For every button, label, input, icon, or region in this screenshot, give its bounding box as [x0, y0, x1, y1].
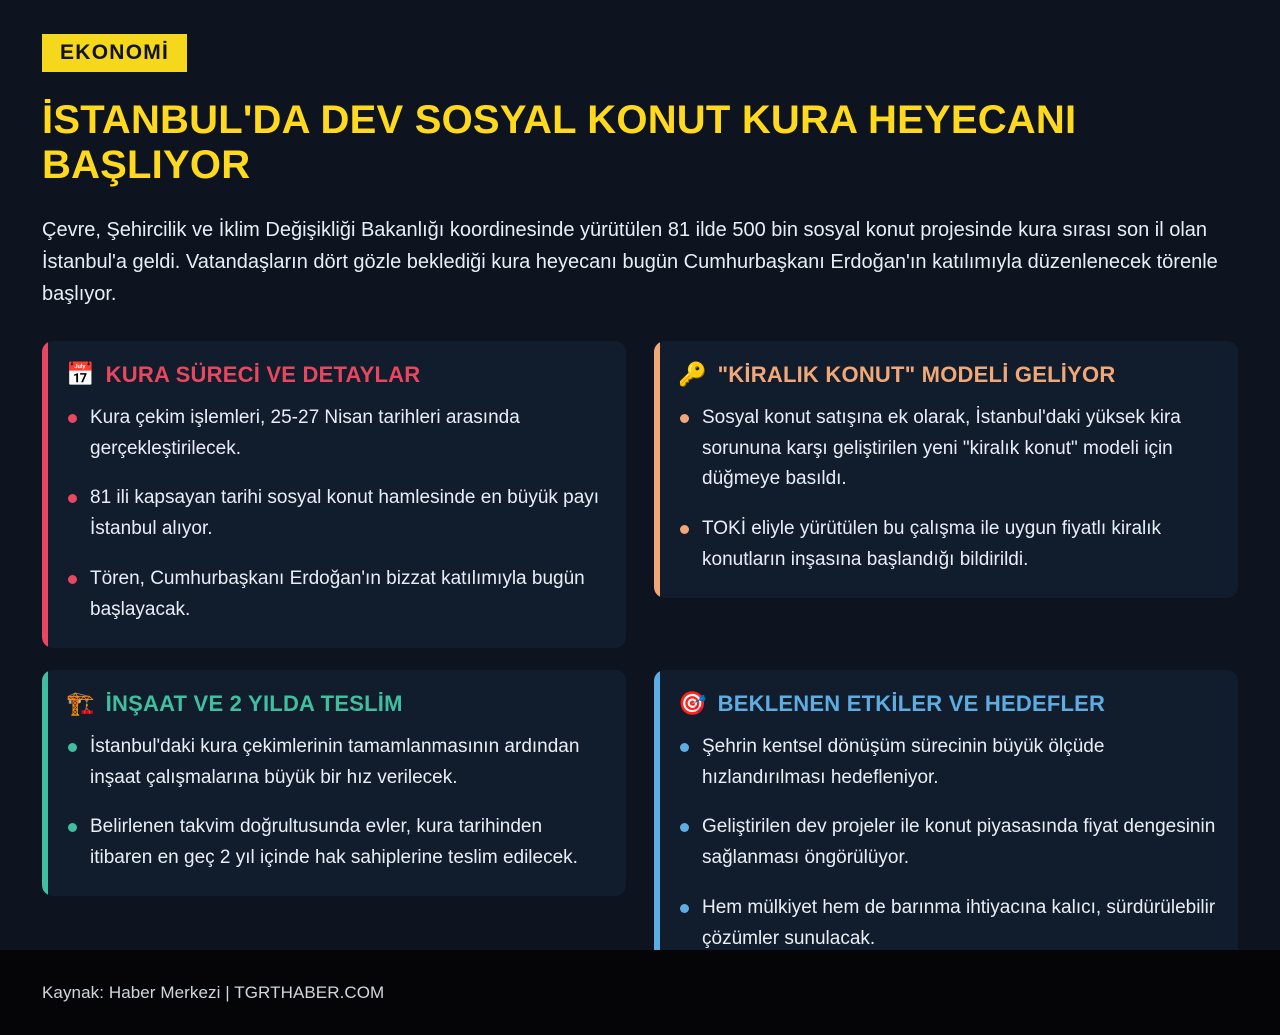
list-item: TOKİ eliyle yürütülen bu çalışma ile uygun fiyatlı kiralık konutların inşasına başlandığı bildirildi. — [678, 514, 1216, 576]
list-item: Geliştirilen dev projeler ile konut piyasasında fiyat dengesinin sağlanması öngörülüyor. — [678, 812, 1216, 874]
badge-row — [42, 34, 1238, 72]
card-header — [66, 363, 604, 387]
card-header — [678, 363, 1216, 387]
list-item: Kura çekim işlemleri, 25-27 Nisan tarihleri arasında gerçekleştirilecek. — [66, 403, 604, 465]
card-title: KURA SÜRECİ VE DETAYLAR — [105, 361, 421, 387]
card-bullet-list — [66, 403, 604, 626]
card-title: "KİRALIK KONUT" MODELİ GELİYOR — [717, 361, 1116, 387]
cards-grid — [42, 341, 1238, 950]
card-header — [66, 692, 604, 716]
list-item: İstanbul'daki kura çekimlerinin tamamlanmasının ardından inşaat çalışmalarına büyük bir hız verilecek. — [66, 732, 604, 794]
card-kura-sureci — [42, 341, 626, 648]
card-title: BEKLENEN ETKİLER VE HEDEFLER — [717, 690, 1106, 716]
calendar-icon: 📅 — [66, 361, 95, 388]
card-kiralik-konut — [654, 341, 1238, 598]
source-attribution: Kaynak: Haber Merkezi | TGRTHABER.COM — [42, 982, 385, 1002]
card-insaat-teslim — [42, 670, 626, 896]
list-item: Belirlenen takvim doğrultusunda evler, kura tarihinden itibaren en geç 2 yıl içinde hak sahiplerine teslim edilecek. — [66, 812, 604, 874]
card-bullet-list — [66, 732, 604, 874]
list-item: Şehrin kentsel dönüşüm sürecinin büyük ölçüde hızlandırılması hedefleniyor. — [678, 732, 1216, 794]
key-icon: 🔑 — [678, 361, 707, 388]
list-item: Tören, Cumhurbaşkanı Erdoğan'ın bizzat katılımıyla bugün başlayacak. — [66, 564, 604, 626]
intro-paragraph: Çevre, Şehircilik ve İklim Değişikliği Bakanlığı koordinesinde yürütülen 81 ilde 500 bin sosyal konut projesinde kura sırası son il olan İstanbul'a geldi. Vatandaşların dört gözle beklediği kura heyecanı bugün Cumhurbaşkanı Erdoğan'ın katılımıyla düzenlenecek törenle başlıyor. — [42, 218, 1218, 306]
card-title: İNŞAAT VE 2 YILDA TESLİM — [105, 690, 403, 716]
list-item: 81 ili kapsayan tarihi sosyal konut hamlesinde en büyük payı İstanbul alıyor. — [66, 483, 604, 545]
page-title: İSTANBUL'DA DEV SOSYAL KONUT KURA HEYECANI BAŞLIYOR — [42, 98, 1077, 187]
category-badge: EKONOMİ — [42, 34, 187, 72]
card-header — [678, 692, 1216, 716]
card-bullet-list — [678, 732, 1216, 950]
construction-crane-icon: 🏗️ — [66, 690, 95, 717]
card-beklenen-etkiler — [654, 670, 1238, 950]
card-bullet-list — [678, 403, 1216, 576]
list-item: Hem mülkiyet hem de barınma ihtiyacına kalıcı, sürdürülebilir çözümler sunulacak. — [678, 893, 1216, 950]
list-item: Sosyal konut satışına ek olarak, İstanbul'daki yüksek kira sorununa karşı geliştirilen yeni "kiralık konut" modeli için düğmeye basıldı. — [678, 403, 1216, 495]
target-dart-icon: 🎯 — [678, 690, 707, 717]
footer-bar — [0, 950, 1280, 1035]
